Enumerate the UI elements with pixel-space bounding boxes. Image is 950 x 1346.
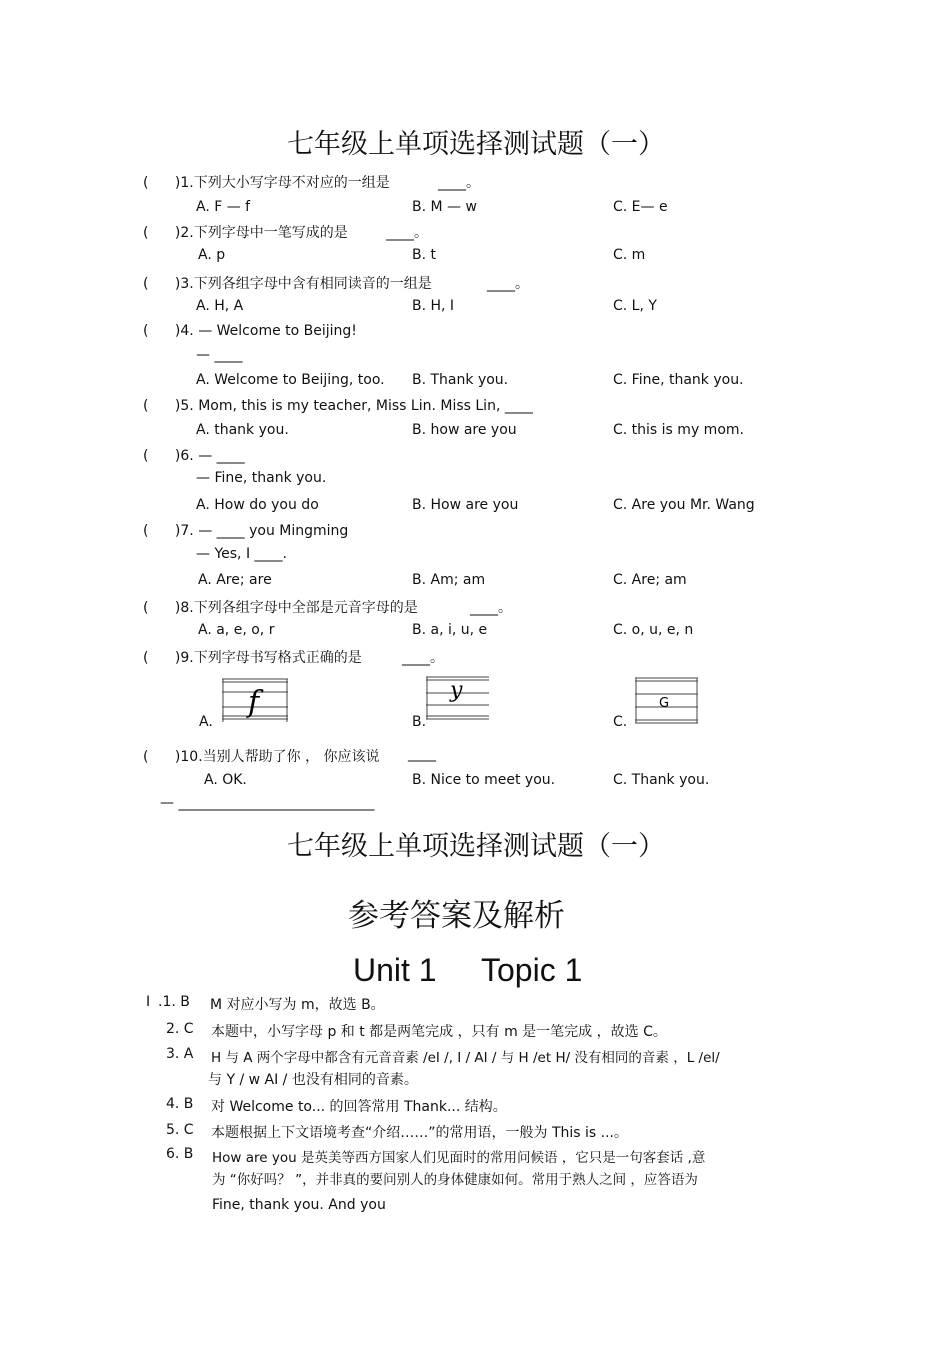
option-b: B. [412, 714, 427, 730]
option-b: B. Thank you. [412, 372, 509, 388]
question-10 [143, 746, 380, 766]
answer-text: How are you 是英美等西方国家人们见面时的常用问候语 ，它只是一句客套话 ,意 [212, 1150, 706, 1166]
question-1 [143, 172, 390, 192]
option-b: B. a, i, u, e [412, 622, 488, 638]
question-blank: ____ [408, 746, 436, 762]
question-number: )6. [174, 448, 194, 464]
option-c: C. Fine, thank you. [613, 372, 744, 388]
option-b: B. How are you [412, 497, 519, 513]
answer-title: 参考答案及解析 [348, 898, 565, 934]
answer-text: H 与 A 两个字母中都含有元音音素 /eI /, I / AI / 与 H /et H/ 没有相同的音素 ，L /el/ [211, 1050, 720, 1066]
answer-text: 本题中，小写字母 p 和 t 都是两笔完成 ，只有 m 是一笔完成 ，故选 C。 [211, 1024, 667, 1040]
question-blank: ____。 [438, 175, 480, 191]
answer-paren: ( [143, 175, 149, 191]
question-stem: 当别人帮助了你 ， 你应该说 [202, 749, 380, 765]
question-number: )5. [174, 398, 194, 414]
answer-number: 4. B [166, 1096, 194, 1112]
question-stem: — ____ [198, 448, 245, 464]
answer-paren: ( [143, 600, 149, 616]
answer-text-line2: 与 Y / w AI / 也没有相同的音素。 [208, 1072, 418, 1088]
question-number: )7. [174, 523, 194, 539]
answer-text: 本题根据上下文语境考查“介绍……”的常用语，一般为 This is ...。 [211, 1125, 628, 1141]
question-7 [143, 523, 348, 539]
option-c: C. Are you Mr. Wang [613, 497, 755, 513]
question-number: )10. [174, 749, 203, 765]
answer-paren: ( [143, 523, 149, 539]
question-line2: — Yes, I ____. [196, 546, 287, 562]
unit-label: Unit 1 [353, 952, 437, 988]
question-number: )2. [174, 225, 194, 241]
question-line2: — Fine, thank you. [196, 470, 327, 486]
question-2 [143, 222, 348, 242]
answer-paren: ( [143, 650, 149, 666]
question-number: )8. [174, 600, 194, 616]
option-a: A. p [198, 247, 226, 263]
option-a: A. [199, 714, 213, 730]
answer-paren: ( [143, 749, 149, 765]
answer-number: 3. A [166, 1046, 194, 1062]
answer-paren: ( [143, 323, 149, 339]
question-stem: 下列大小写字母不对应的一组是 [193, 175, 390, 191]
question-number: )9. [174, 650, 194, 666]
divider-line: — ____________________________ [160, 795, 375, 811]
question-line2: — ____ [196, 347, 243, 363]
answer-number: 6. B [166, 1146, 194, 1162]
option-a: A. OK. [204, 772, 247, 788]
question-stem: — ____ you Mingming [198, 523, 349, 539]
option-a: A. Welcome to Beijing, too. [196, 372, 385, 388]
answer-number: .1. B [158, 994, 190, 1010]
option-c: C. Are; am [613, 572, 687, 588]
option-b: B. M — w [412, 199, 477, 215]
staff-letter: f [248, 685, 260, 720]
option-c: C. m [613, 247, 646, 263]
question-number: )4. [174, 323, 194, 339]
answer-paren: ( [143, 448, 149, 464]
question-stem: 下列各组字母中全部是元音字母的是 [193, 600, 418, 616]
staff-letter-g [635, 676, 698, 726]
option-c: C. [613, 714, 628, 730]
topic-label: Topic 1 [481, 952, 583, 988]
question-stem: 下列各组字母中含有相同读音的一组是 [193, 276, 432, 292]
question-blank: ____。 [487, 276, 529, 292]
option-a: A. Are; are [198, 572, 272, 588]
answer-text: 对 Welcome to... 的回答常用 Thank... 结构。 [211, 1099, 507, 1115]
question-blank: ____。 [470, 600, 512, 616]
answer-text: M 对应小写为 m，故选 B。 [210, 997, 385, 1013]
section-mark: Ⅰ [146, 994, 151, 1010]
staff-letter-y [426, 675, 489, 721]
answer-paren: ( [143, 276, 149, 292]
answer-number: 5. C [166, 1122, 194, 1138]
option-c: C. L, Y [613, 298, 657, 314]
question-stem: 下列字母书写格式正确的是 [193, 650, 362, 666]
option-a: A. H, A [196, 298, 244, 314]
option-a: A. How do you do [196, 497, 319, 513]
question-stem: — Welcome to Beijing! [198, 323, 357, 339]
question-blank: ____。 [386, 225, 428, 241]
question-stem: 下列字母中一笔写成的是 [193, 225, 348, 241]
question-8 [143, 597, 418, 617]
question-6 [143, 448, 245, 464]
answer-text-line3: Fine, thank you. And you [212, 1197, 386, 1213]
question-3 [143, 273, 432, 293]
answer-paren: ( [143, 398, 149, 414]
option-a: A. thank you. [196, 422, 289, 438]
option-b: B. Nice to meet you. [412, 772, 556, 788]
question-blank: ____。 [402, 650, 444, 666]
question-number: )3. [174, 276, 194, 292]
question-5 [143, 398, 533, 414]
answer-paren: ( [143, 225, 149, 241]
staff-letter: y [450, 678, 463, 703]
answer-page-title: 七年级上单项选择测试题（一） [287, 831, 665, 862]
question-4 [143, 323, 357, 339]
option-b: B. Am; am [412, 572, 486, 588]
question-9 [143, 647, 362, 667]
page-title: 七年级上单项选择测试题（一） [287, 129, 665, 160]
option-b: B. H, I [412, 298, 455, 314]
option-a: A. a, e, o, r [198, 622, 275, 638]
option-b: B. how are you [412, 422, 517, 438]
answer-number: 2. C [166, 1021, 194, 1037]
question-stem: Mom, this is my teacher, Miss Lin. Miss Lin, ____ [198, 398, 533, 414]
option-a: A. F — f [196, 199, 251, 215]
option-c: C. this is my mom. [613, 422, 744, 438]
staff-letter-f [222, 676, 288, 726]
option-c: C. E— e [613, 199, 668, 215]
option-c: C. o, u, e, n [613, 622, 694, 638]
answer-text-line2: 为 “你好吗？ ”，并非真的要问别人的身体健康如何。常用于熟人之间 ，应答语为 [212, 1172, 698, 1188]
question-number: )1. [174, 175, 194, 191]
staff-letter: G [659, 696, 670, 711]
option-b: B. t [412, 247, 436, 263]
option-c: C. Thank you. [613, 772, 710, 788]
